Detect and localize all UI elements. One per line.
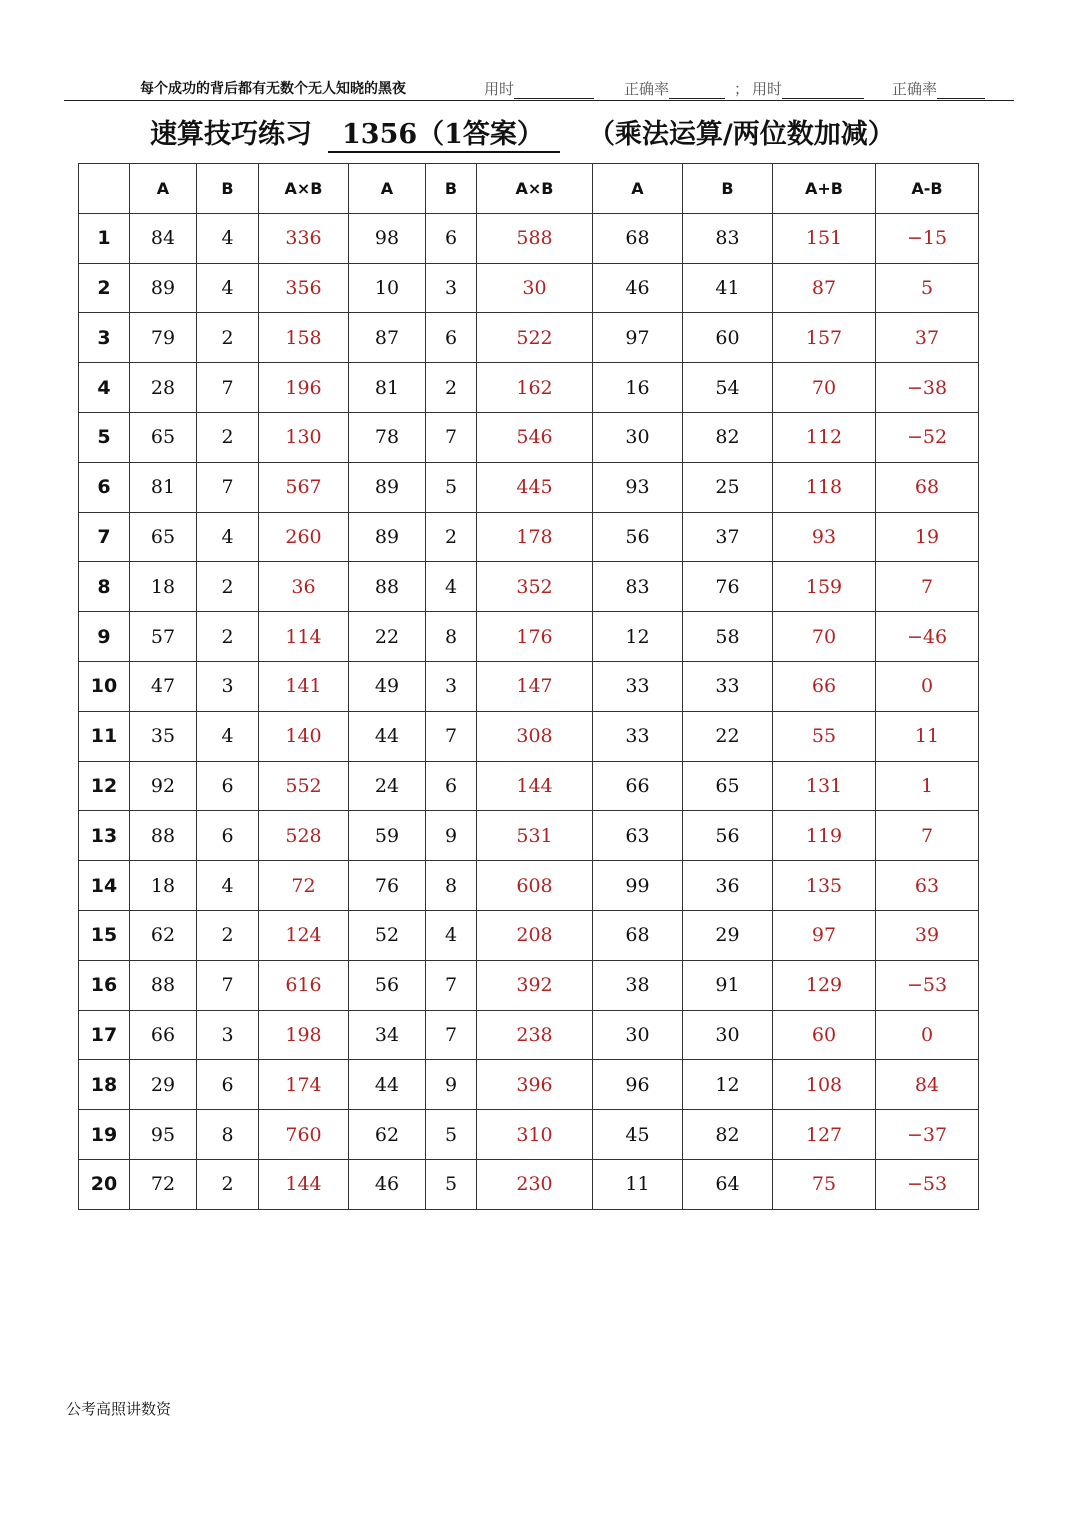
operand-cell: 46 xyxy=(349,1159,426,1209)
operand-cell: 22 xyxy=(349,612,426,662)
operand-cell: 2 xyxy=(197,313,259,363)
answer-cell: 158 xyxy=(259,313,349,363)
operand-cell: 44 xyxy=(349,711,426,761)
answer-cell: 37 xyxy=(876,313,979,363)
operand-cell: 57 xyxy=(130,612,197,662)
answer-cell: 84 xyxy=(876,1060,979,1110)
operand-cell: 8 xyxy=(426,612,477,662)
column-header: B xyxy=(426,164,477,214)
operand-cell: 8 xyxy=(197,1110,259,1160)
separator: ； xyxy=(734,80,750,98)
row-number: 15 xyxy=(79,910,130,960)
row-number: 17 xyxy=(79,1010,130,1060)
column-header: A xyxy=(593,164,683,214)
operand-cell: 37 xyxy=(683,512,773,562)
operand-cell: 92 xyxy=(130,761,197,811)
operand-cell: 63 xyxy=(593,811,683,861)
operand-cell: 8 xyxy=(426,861,477,911)
answer-cell: 198 xyxy=(259,1010,349,1060)
operand-cell: 35 xyxy=(130,711,197,761)
operand-cell: 18 xyxy=(130,562,197,612)
operand-cell: 52 xyxy=(349,910,426,960)
operand-cell: 68 xyxy=(593,213,683,263)
operand-cell: 7 xyxy=(426,1010,477,1060)
answer-cell: 135 xyxy=(773,861,876,911)
answer-cell: 39 xyxy=(876,910,979,960)
column-header: B xyxy=(197,164,259,214)
answer-cell: 174 xyxy=(259,1060,349,1110)
answer-cell: 108 xyxy=(773,1060,876,1110)
operand-cell: 4 xyxy=(426,562,477,612)
row-number: 11 xyxy=(79,711,130,761)
table-row xyxy=(79,1060,979,1110)
operand-cell: 89 xyxy=(349,512,426,562)
answer-cell: 7 xyxy=(876,562,979,612)
row-number: 16 xyxy=(79,960,130,1010)
table-header-row xyxy=(79,164,979,214)
column-header: A xyxy=(130,164,197,214)
time-field-2 xyxy=(752,78,864,99)
accuracy-field-2 xyxy=(892,78,985,99)
title-number: 1356（1答案） xyxy=(328,112,560,153)
operand-cell: 30 xyxy=(683,1010,773,1060)
row-number: 14 xyxy=(79,861,130,911)
answer-cell: 66 xyxy=(773,661,876,711)
accuracy-label-2: 正确率 xyxy=(892,80,938,98)
operand-cell: 5 xyxy=(426,1110,477,1160)
operand-cell: 3 xyxy=(426,263,477,313)
answer-cell: 208 xyxy=(477,910,593,960)
operand-cell: 6 xyxy=(197,811,259,861)
column-header: A×B xyxy=(477,164,593,214)
operand-cell: 3 xyxy=(197,1010,259,1060)
operand-cell: 45 xyxy=(593,1110,683,1160)
answer-cell: 60 xyxy=(773,1010,876,1060)
answer-cell: 75 xyxy=(773,1159,876,1209)
operand-cell: 81 xyxy=(349,363,426,413)
operand-cell: 66 xyxy=(593,761,683,811)
accuracy-label-1: 正确率 xyxy=(624,80,670,98)
answer-cell: 196 xyxy=(259,363,349,413)
row-number: 7 xyxy=(79,512,130,562)
answer-cell: 356 xyxy=(259,263,349,313)
operand-cell: 56 xyxy=(683,811,773,861)
operand-cell: 95 xyxy=(130,1110,197,1160)
operand-cell: 33 xyxy=(593,711,683,761)
operand-cell: 10 xyxy=(349,263,426,313)
operand-cell: 33 xyxy=(683,661,773,711)
table-row xyxy=(79,1110,979,1160)
row-number: 4 xyxy=(79,363,130,413)
operand-cell: 7 xyxy=(426,412,477,462)
answer-cell: 7 xyxy=(876,811,979,861)
table-row xyxy=(79,861,979,911)
table-row xyxy=(79,661,979,711)
answer-cell: 87 xyxy=(773,263,876,313)
operand-cell: 87 xyxy=(349,313,426,363)
table-row xyxy=(79,1159,979,1209)
answer-cell: 140 xyxy=(259,711,349,761)
answer-cell: 144 xyxy=(477,761,593,811)
operand-cell: 7 xyxy=(426,960,477,1010)
row-number: 13 xyxy=(79,811,130,861)
column-header: B xyxy=(683,164,773,214)
operand-cell: 9 xyxy=(426,1060,477,1110)
operand-cell: 3 xyxy=(426,661,477,711)
table-row xyxy=(79,313,979,363)
operand-cell: 99 xyxy=(593,861,683,911)
answer-cell: 445 xyxy=(477,462,593,512)
answer-cell: 552 xyxy=(259,761,349,811)
accuracy-blank-2[interactable] xyxy=(937,84,985,99)
answer-cell: 19 xyxy=(876,512,979,562)
time-label-2: 用时 xyxy=(752,80,783,98)
row-number: 18 xyxy=(79,1060,130,1110)
answer-cell: 176 xyxy=(477,612,593,662)
operand-cell: 6 xyxy=(426,213,477,263)
row-number: 8 xyxy=(79,562,130,612)
operand-cell: 6 xyxy=(426,313,477,363)
time-field-1 xyxy=(484,78,594,99)
operand-cell: 72 xyxy=(130,1159,197,1209)
operand-cell: 47 xyxy=(130,661,197,711)
row-number: 10 xyxy=(79,661,130,711)
row-number: 9 xyxy=(79,612,130,662)
operand-cell: 7 xyxy=(197,363,259,413)
operand-cell: 33 xyxy=(593,661,683,711)
answer-cell: 141 xyxy=(259,661,349,711)
answer-cell: 178 xyxy=(477,512,593,562)
operand-cell: 88 xyxy=(349,562,426,612)
table-row xyxy=(79,811,979,861)
operand-cell: 28 xyxy=(130,363,197,413)
answer-cell: −37 xyxy=(876,1110,979,1160)
row-number: 2 xyxy=(79,263,130,313)
operand-cell: 12 xyxy=(683,1060,773,1110)
operand-cell: 49 xyxy=(349,661,426,711)
operand-cell: 62 xyxy=(349,1110,426,1160)
answer-cell: 72 xyxy=(259,861,349,911)
answer-cell: −53 xyxy=(876,1159,979,1209)
operand-cell: 93 xyxy=(593,462,683,512)
operand-cell: 4 xyxy=(426,910,477,960)
row-number: 19 xyxy=(79,1110,130,1160)
operand-cell: 76 xyxy=(349,861,426,911)
operand-cell: 30 xyxy=(593,412,683,462)
answer-cell: 130 xyxy=(259,412,349,462)
operand-cell: 30 xyxy=(593,1010,683,1060)
answer-cell: 124 xyxy=(259,910,349,960)
operand-cell: 2 xyxy=(197,910,259,960)
table-row xyxy=(79,761,979,811)
table-body xyxy=(79,213,979,1209)
operand-cell: 88 xyxy=(130,960,197,1010)
answer-cell: 260 xyxy=(259,512,349,562)
answer-cell: 0 xyxy=(876,1010,979,1060)
table-row xyxy=(79,363,979,413)
answer-cell: 0 xyxy=(876,661,979,711)
answer-cell: 531 xyxy=(477,811,593,861)
operand-cell: 38 xyxy=(593,960,683,1010)
page-title xyxy=(150,112,895,153)
operand-cell: 24 xyxy=(349,761,426,811)
operand-cell: 76 xyxy=(683,562,773,612)
answer-cell: 336 xyxy=(259,213,349,263)
answer-cell: 127 xyxy=(773,1110,876,1160)
answer-cell: 70 xyxy=(773,363,876,413)
answer-cell: 159 xyxy=(773,562,876,612)
answer-cell: 55 xyxy=(773,711,876,761)
operand-cell: 16 xyxy=(593,363,683,413)
operand-cell: 98 xyxy=(349,213,426,263)
operand-cell: 89 xyxy=(130,263,197,313)
answer-cell: 546 xyxy=(477,412,593,462)
operand-cell: 46 xyxy=(593,263,683,313)
operand-cell: 96 xyxy=(593,1060,683,1110)
answer-cell: 616 xyxy=(259,960,349,1010)
row-number: 3 xyxy=(79,313,130,363)
operand-cell: 83 xyxy=(593,562,683,612)
operand-cell: 11 xyxy=(593,1159,683,1209)
operand-cell: 29 xyxy=(130,1060,197,1110)
answer-cell: 97 xyxy=(773,910,876,960)
answer-cell: 567 xyxy=(259,462,349,512)
operand-cell: 54 xyxy=(683,363,773,413)
answer-cell: 528 xyxy=(259,811,349,861)
operand-cell: 3 xyxy=(197,661,259,711)
table-row xyxy=(79,612,979,662)
table-row xyxy=(79,213,979,263)
answer-cell: 760 xyxy=(259,1110,349,1160)
answer-cell: 162 xyxy=(477,363,593,413)
operand-cell: 12 xyxy=(593,612,683,662)
operand-cell: 84 xyxy=(130,213,197,263)
answer-cell: 396 xyxy=(477,1060,593,1110)
operand-cell: 56 xyxy=(593,512,683,562)
operand-cell: 97 xyxy=(593,313,683,363)
answer-cell: 68 xyxy=(876,462,979,512)
answer-cell: 112 xyxy=(773,412,876,462)
column-header: A-B xyxy=(876,164,979,214)
motto: 每个成功的背后都有无数个无人知晓的黑夜 xyxy=(140,81,406,97)
answer-cell: 157 xyxy=(773,313,876,363)
operand-cell: 65 xyxy=(130,412,197,462)
answer-cell: 147 xyxy=(477,661,593,711)
operand-cell: 7 xyxy=(197,960,259,1010)
answer-cell: 5 xyxy=(876,263,979,313)
answer-cell: 30 xyxy=(477,263,593,313)
row-number: 6 xyxy=(79,462,130,512)
operand-cell: 88 xyxy=(130,811,197,861)
answer-cell: 129 xyxy=(773,960,876,1010)
answer-cell: 310 xyxy=(477,1110,593,1160)
operand-cell: 34 xyxy=(349,1010,426,1060)
answer-cell: −15 xyxy=(876,213,979,263)
operand-cell: 5 xyxy=(426,1159,477,1209)
operand-cell: 68 xyxy=(593,910,683,960)
answer-cell: 392 xyxy=(477,960,593,1010)
column-header: A xyxy=(349,164,426,214)
operand-cell: 2 xyxy=(197,1159,259,1209)
answer-cell: 1 xyxy=(876,761,979,811)
title-main: 速算技巧练习 xyxy=(150,119,312,150)
time-blank-2[interactable] xyxy=(782,84,864,99)
answer-cell: 230 xyxy=(477,1159,593,1209)
operand-cell: 60 xyxy=(683,313,773,363)
accuracy-blank-1[interactable] xyxy=(669,84,725,99)
answer-cell: 144 xyxy=(259,1159,349,1209)
title-subtitle: （乘法运算/两位数加减） xyxy=(587,119,895,150)
operand-cell: 56 xyxy=(349,960,426,1010)
table-row xyxy=(79,1010,979,1060)
footer-text: 公考高照讲数资 xyxy=(66,1400,172,1418)
operand-cell: 6 xyxy=(426,761,477,811)
answer-cell: 522 xyxy=(477,313,593,363)
operand-cell: 82 xyxy=(683,412,773,462)
answer-cell: 36 xyxy=(259,562,349,612)
operand-cell: 4 xyxy=(197,861,259,911)
answer-cell: −38 xyxy=(876,363,979,413)
column-header xyxy=(79,164,130,214)
operand-cell: 78 xyxy=(349,412,426,462)
row-number: 20 xyxy=(79,1159,130,1209)
table-row xyxy=(79,263,979,313)
answer-cell: 119 xyxy=(773,811,876,861)
answer-cell: −46 xyxy=(876,612,979,662)
operand-cell: 65 xyxy=(130,512,197,562)
table-row xyxy=(79,562,979,612)
operand-cell: 2 xyxy=(197,412,259,462)
operand-cell: 6 xyxy=(197,1060,259,1110)
operand-cell: 2 xyxy=(426,512,477,562)
table-row xyxy=(79,960,979,1010)
answer-cell: 151 xyxy=(773,213,876,263)
answer-cell: 588 xyxy=(477,213,593,263)
operand-cell: 7 xyxy=(197,462,259,512)
time-blank-1[interactable] xyxy=(514,84,594,99)
answer-cell: 118 xyxy=(773,462,876,512)
operand-cell: 5 xyxy=(426,462,477,512)
row-number: 1 xyxy=(79,213,130,263)
operand-cell: 59 xyxy=(349,811,426,861)
table-row xyxy=(79,711,979,761)
operand-cell: 29 xyxy=(683,910,773,960)
operand-cell: 18 xyxy=(130,861,197,911)
table-row xyxy=(79,462,979,512)
operand-cell: 81 xyxy=(130,462,197,512)
operand-cell: 2 xyxy=(197,612,259,662)
operand-cell: 62 xyxy=(130,910,197,960)
operand-cell: 6 xyxy=(197,761,259,811)
answer-cell: 11 xyxy=(876,711,979,761)
answer-cell: 308 xyxy=(477,711,593,761)
operand-cell: 58 xyxy=(683,612,773,662)
answer-cell: 114 xyxy=(259,612,349,662)
answer-cell: 131 xyxy=(773,761,876,811)
answer-cell: 238 xyxy=(477,1010,593,1060)
operand-cell: 44 xyxy=(349,1060,426,1110)
operand-cell: 22 xyxy=(683,711,773,761)
operand-cell: 79 xyxy=(130,313,197,363)
row-number: 12 xyxy=(79,761,130,811)
answer-cell: 93 xyxy=(773,512,876,562)
operand-cell: 4 xyxy=(197,711,259,761)
operand-cell: 89 xyxy=(349,462,426,512)
page-header xyxy=(64,76,1014,101)
operand-cell: 91 xyxy=(683,960,773,1010)
operand-cell: 65 xyxy=(683,761,773,811)
operand-cell: 83 xyxy=(683,213,773,263)
operand-cell: 36 xyxy=(683,861,773,911)
row-number: 5 xyxy=(79,412,130,462)
operand-cell: 2 xyxy=(197,562,259,612)
operand-cell: 41 xyxy=(683,263,773,313)
operand-cell: 9 xyxy=(426,811,477,861)
operand-cell: 2 xyxy=(426,363,477,413)
operand-cell: 4 xyxy=(197,512,259,562)
operand-cell: 64 xyxy=(683,1159,773,1209)
table-row xyxy=(79,412,979,462)
operand-cell: 4 xyxy=(197,263,259,313)
table-row xyxy=(79,910,979,960)
exercise-table xyxy=(78,163,979,1210)
column-header: A×B xyxy=(259,164,349,214)
time-label-1: 用时 xyxy=(484,80,515,98)
operand-cell: 25 xyxy=(683,462,773,512)
operand-cell: 7 xyxy=(426,711,477,761)
operand-cell: 4 xyxy=(197,213,259,263)
answer-cell: −53 xyxy=(876,960,979,1010)
answer-cell: 352 xyxy=(477,562,593,612)
table-row xyxy=(79,512,979,562)
answer-cell: −52 xyxy=(876,412,979,462)
answer-cell: 63 xyxy=(876,861,979,911)
operand-cell: 66 xyxy=(130,1010,197,1060)
column-header: A+B xyxy=(773,164,876,214)
answer-cell: 70 xyxy=(773,612,876,662)
answer-cell: 608 xyxy=(477,861,593,911)
accuracy-field-1 xyxy=(624,78,725,99)
operand-cell: 82 xyxy=(683,1110,773,1160)
